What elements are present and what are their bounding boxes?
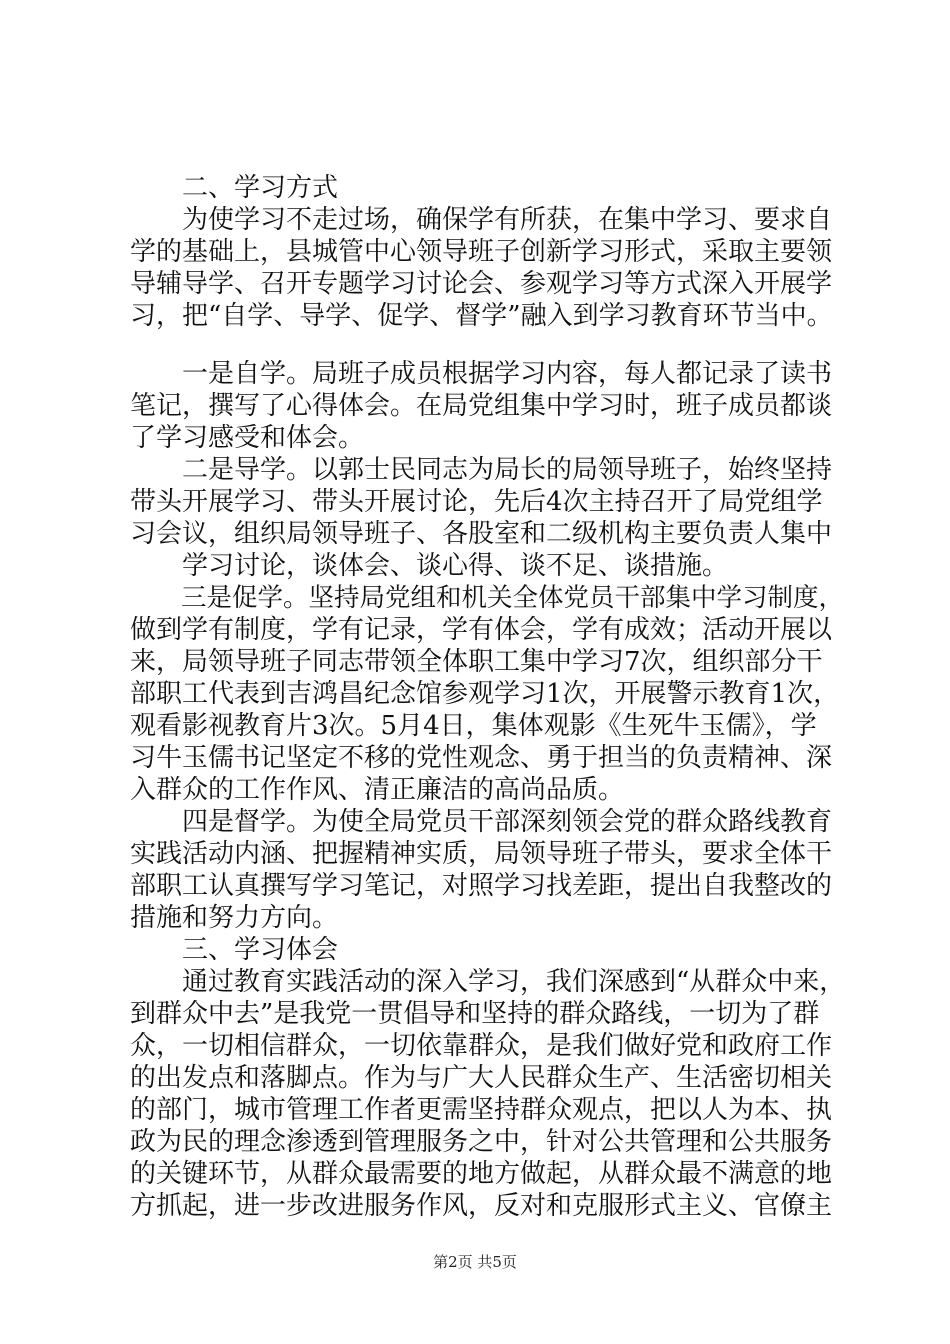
text-line: 学习讨论，谈体会、谈心得、谈不足、谈措施。 bbox=[130, 551, 729, 581]
text-line: 四是督学。为使全局党员干部深刻领会党的群众路线教育 bbox=[130, 807, 833, 837]
text-line: 习，把“自学、导学、促学、督学”融入到学习教育环节当中。 bbox=[130, 301, 833, 331]
page-number-footer: 第2页 共5页 bbox=[433, 1253, 517, 1271]
text-line: 众，一切相信群众，一切依靠群众，是我们做好党和政府工作 bbox=[130, 1031, 833, 1061]
text-line: 到群众中去”是我党一贯倡导和坚持的群众路线，一切为了群 bbox=[130, 999, 820, 1029]
text-line: 来，局领导班子同志带领全体职工集中学习7次，组织部分干 bbox=[130, 647, 823, 677]
text-line: 习会议，组织局领导班子、各股室和二级机构主要负责人集中 bbox=[130, 519, 833, 549]
text-line: 学的基础上，县城管中心领导班子创新学习形式，采取主要领 bbox=[130, 237, 833, 267]
text-line: 的部门，城市管理工作者更需坚持群众观点，把以人为本、执 bbox=[130, 1095, 833, 1125]
text-line: 二是导学。以郭士民同志为局长的局领导班子，始终坚持 bbox=[130, 455, 833, 485]
text-line: 导辅导学、召开专题学习讨论会、参观学习等方式深入开展学 bbox=[130, 269, 833, 299]
text-line: 观看影视教育片3次。5月4日，集体观影《生死牛玉儒》，学 bbox=[130, 711, 817, 741]
text-line: 二、学习方式 bbox=[130, 173, 339, 203]
text-line: 笔记，撰写了心得体会。在局党组集中学习时，班子成员都谈 bbox=[130, 391, 833, 421]
text-line: 三是促学。坚持局党组和机关全体党员干部集中学习制度， bbox=[130, 583, 845, 613]
text-line: 了学习感受和体会。 bbox=[130, 423, 365, 453]
text-line: 方抓起，进一步改进服务作风，反对和克服形式主义、官僚主 bbox=[130, 1191, 833, 1221]
text-line: 习牛玉儒书记坚定不移的党性观念、勇于担当的负责精神、深 bbox=[130, 743, 833, 773]
text-line: 入群众的工作作风、清正廉洁的高尚品质。 bbox=[130, 775, 625, 805]
text-line: 部职工代表到吉鸿昌纪念馆参观学习1次，开展警示教育1次， bbox=[130, 679, 840, 709]
text-line: 三、学习体会 bbox=[130, 935, 339, 965]
text-line: 的出发点和落脚点。作为与广大人民群众生产、生活密切相关 bbox=[130, 1063, 833, 1093]
text-line: 实践活动内涵、把握精神实质，局领导班子带头，要求全体干 bbox=[130, 839, 833, 869]
text-line: 带头开展学习、带头开展讨论，先后4次主持召开了局党组学 bbox=[130, 487, 823, 517]
text-line: 一是自学。局班子成员根据学习内容，每人都记录了读书 bbox=[130, 359, 833, 389]
text-line: 措施和努力方向。 bbox=[130, 903, 339, 933]
text-line: 部职工认真撰写学习笔记，对照学习找差距，提出自我整改的 bbox=[130, 871, 833, 901]
text-line: 为使学习不走过场，确保学有所获，在集中学习、要求自 bbox=[130, 205, 833, 235]
text-line: 政为民的理念渗透到管理服务之中，针对公共管理和公共服务 bbox=[130, 1127, 833, 1157]
text-line: 的关键环节，从群众最需要的地方做起，从群众最不满意的地 bbox=[130, 1159, 833, 1189]
text-line: 做到学有制度，学有记录，学有体会，学有成效；活动开展以 bbox=[130, 615, 833, 645]
text-line: 通过教育实践活动的深入学习，我们深感到“从群众中来， bbox=[130, 967, 846, 997]
